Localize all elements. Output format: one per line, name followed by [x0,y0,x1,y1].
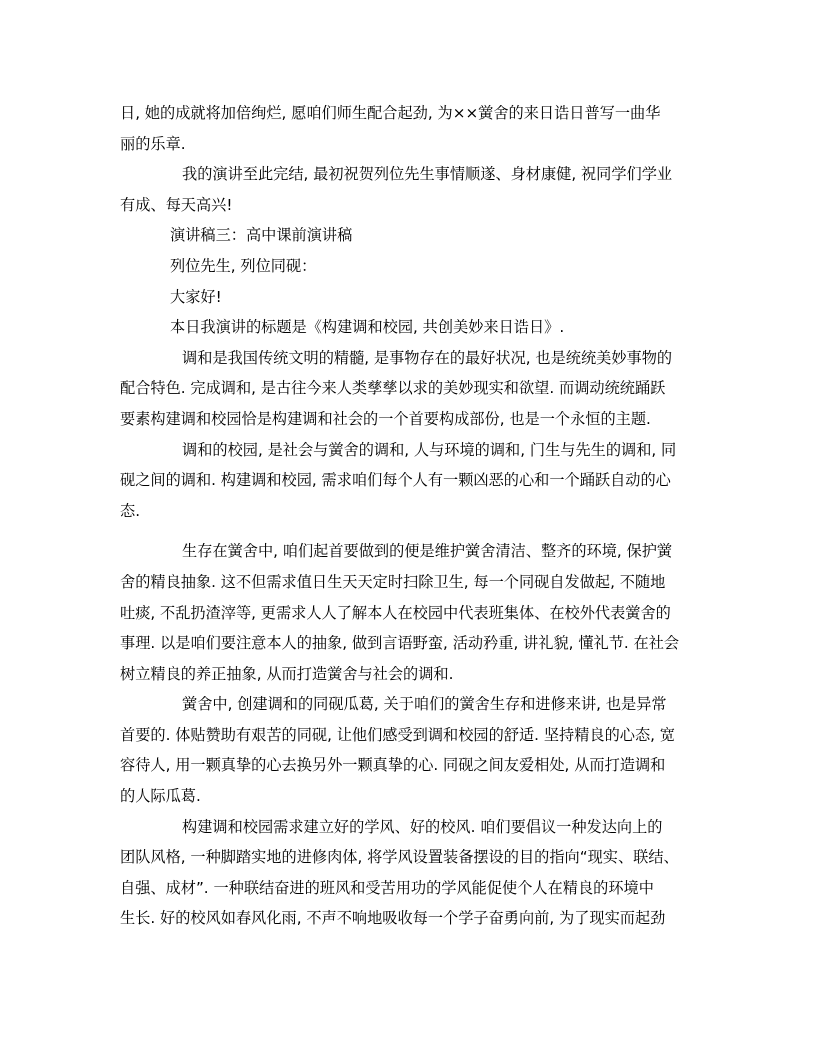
text-line: 有成、每天高兴! [120,195,233,214]
text-line: 配合特色. 完成调和, 是古往今来人类孳孳以求的美妙现实和欲望. 而调动统统踊跃 [120,379,666,398]
text-line: 吐痰, 不乱扔渣滓等, 更需求人人了解本人在校园中代表班集体、在校外代表黉舍的 [120,603,671,622]
text-line: 容待人, 用一颗真挚的心去换另外一颗真挚的心. 同砚之间友爱相处, 从而打造调和 [120,756,666,775]
text-line: 团队风格, 一种脚踏实地的进修肉体, 将学风设置装备摆设的目的指向“现实、联结、 [120,848,679,867]
text-line: 日, 她的成就将加倍绚烂, 愿咱们师生配合起劲, 为××黉舍的来日诰日普写一曲华 [120,104,661,122]
text-line: 的人际瓜葛. [120,787,201,806]
text-line: 事理. 以是咱们要注意本人的抽象, 做到言语野蛮, 活动矜重, 讲礼貌, 懂礼节. 在社会 [120,634,680,653]
text-line: 调和是我国传统文明的精髓, 是事物存在的最好状况, 也是统统美妙事物的 [182,348,673,367]
section-heading: 演讲稿三：高中课前演讲稿 [170,226,353,245]
text-line: 要素构建调和校园恰是构建调和社会的一个首要构成部份, 也是一个永恒的主题. [120,409,651,428]
text-line: 生存在黉舍中, 咱们起首要做到的便是维护黉舍清洁、整齐的环境, 保护黉 [182,542,673,561]
salutation: 列位先生, 列位同砚： [170,256,317,275]
text-line: 构建调和校园需求建立好的学风、好的校风. 咱们要倡议一种发达向上的 [182,817,663,836]
text-line: 我的演讲至此完结, 最初祝贺列位先生事情顺遂、身材康健, 祝同学们学业 [182,165,673,184]
text-line: 态. [120,501,141,520]
blank-line [120,526,694,536]
greeting: 大家好! [170,287,222,306]
text-line: 调和的校园, 是社会与黉舍的调和, 人与环境的调和, 门生与先生的调和, 同 [182,440,677,459]
text-line: 舍的精良抽象. 这不但需求值日生天天定时扫除卫生, 每一个同砚自发做起, 不随地 [120,572,666,591]
document-body [120,98,694,934]
text-line: 首要的. 体贴赞助有艰苦的同砚, 让他们感受到调和校园的舒适. 坚持精良的心态, 宽 [120,725,675,744]
text-line: 黉舍中, 创建调和的同砚瓜葛, 关于咱们的黉舍生存和进修来讲, 也是异常 [182,695,667,714]
text-line: 生长. 好的校风如春风化雨, 不声不响地吸收每一个学子奋勇向前, 为了现实而起劲 [120,909,666,928]
text-line: 砚之间的调和. 构建调和校园, 需求咱们每个人有一颗凶恶的心和一个踊跃自动的心 [120,471,671,490]
text-line: 丽的乐章. [120,134,186,153]
text-line: 树立精良的养正抽象, 从而打造黉舍与社会的调和. [120,664,454,683]
text-line: 自强、成材”. 一种联结奋进的班风和受苦用功的学风能促使个人在精良的环境中 [120,878,654,897]
speech-title-line: 本日我演讲的标题是《构建调和校园, 共创美妙来日诰日》. [170,318,565,337]
